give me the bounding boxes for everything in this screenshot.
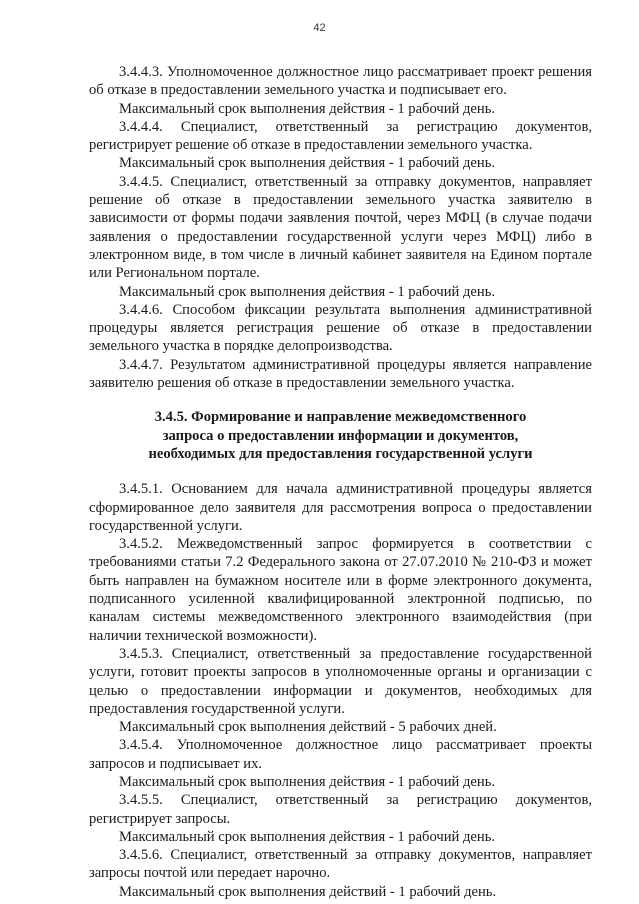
paragraph-deadline: Максимальный срок выполнения действия - 1 рабочий день. [119,100,496,117]
paragraph-deadline: Максимальный срок выполнения действия - 1 рабочий день. [119,155,496,172]
section-heading-3-4-5 [89,408,592,463]
paragraph-3-4-4-3: 3.4.4.3. Уполномоченное должностное лицо рассматривает проект решения об отказе в предоставлении земельного участка и подписывает его. [89,64,592,99]
document-body [89,63,592,901]
heading-line: 3.4.5. Формирование и направление межведомственного [154,409,527,426]
paragraph-3-4-4-7: 3.4.4.7. Результатом административной процедуры является направление заявителю решения об отказе в предоставлении земельного участка. [89,356,592,392]
paragraph-deadline: Максимальный срок выполнения действий - 5 рабочих дней. [119,719,497,736]
heading-line: необходимых для предоставления государственной услуги [148,445,533,462]
paragraph-3-4-5-4: 3.4.5.4. Уполномоченное должностное лицо рассматривает проекты запросов и подписывает их. [89,737,592,772]
paragraph-3-4-5-1: 3.4.5.1. Основанием для начала административной процедуры является сформированное дело заявителя для рассмотрения вопроса о предоставлении государственной услуги. [89,481,592,534]
paragraph-3-4-4-6: 3.4.4.6. Способом фиксации результата выполнения административной процедуры является регистрация решение об отказе в предоставлении земельного участка в порядке делопроизводства. [89,301,592,355]
paragraph-deadline: Максимальный срок выполнения действий - 1 рабочий день. [119,883,497,900]
paragraph-deadline: Максимальный срок выполнения действия - 1 рабочий день. [119,828,496,845]
paragraph-3-4-5-3: 3.4.5.3. Специалист, ответственный за предоставление государственной услуги, готовит проекты запросов в уполномоченные органы и организации с целью о предоставлении информации и документов, необходимых для предоставления государственной услуги. [89,645,592,717]
paragraph-3-4-5-5: 3.4.5.5. Специалист, ответственный за регистрацию документов, регистрирует запросы. [89,792,592,827]
heading-line: запроса о предоставлении информации и документов, [162,427,519,444]
paragraph-3-4-5-6: 3.4.5.6. Специалист, ответственный за отправку документов, направляет запросы почтой или передает нарочно. [89,847,592,882]
page-number: 42 [313,22,326,34]
paragraph-3-4-4-5: 3.4.4.5. Специалист, ответственный за отправку документов, направляет решение об отказе в предоставлении земельного участка заявителю в зависимости от формы подачи заявления почтой, через МФЦ (в случае подачи заявления о предоставлении государственной услуги через МФЦ) либо в электронном виде, в том числе в личный кабинет заявителя на Едином портале или Региональном портале. [89,173,592,282]
paragraph-3-4-4-4: 3.4.4.4. Специалист, ответственный за регистрацию документов, регистрирует решение об отказе в предоставлении земельного участка. [89,118,592,154]
paragraph-deadline: Максимальный срок выполнения действия - 1 рабочий день. [119,773,496,790]
paragraph-deadline: Максимальный срок выполнения действия - 1 рабочий день. [119,283,496,300]
paragraph-3-4-5-2: 3.4.5.2. Межведомственный запрос формируется в соответствии с требованиями статьи 7.2 Федерального закона от 27.07.2010 № 210-ФЗ и может быть направлен на бумажном носителе или в форме электронного документа, подписанного усиленной квалифицированной электронной подписью, по каналам системы межведомственного электронного взаимодействия (при наличии технической возможности). [89,536,592,644]
